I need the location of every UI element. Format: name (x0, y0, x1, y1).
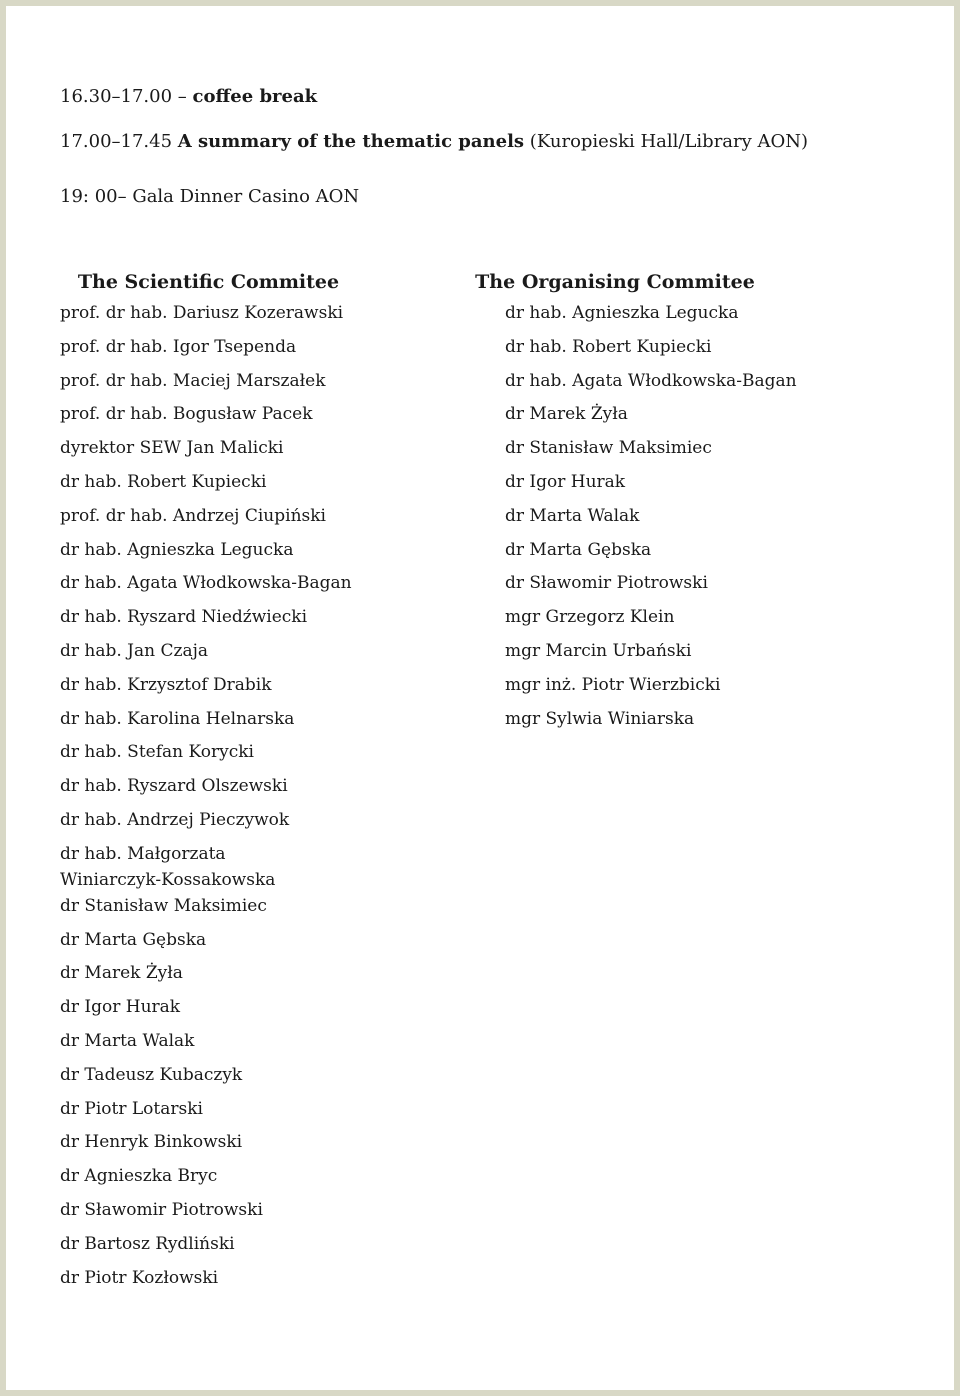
committee-member: dr hab. Robert Kupiecki (505, 336, 712, 357)
organising-committee-list (505, 300, 845, 739)
committee-member: dr hab. Krzysztof Drabik (60, 674, 272, 695)
committee-member: dr hab. Agata Włodkowska-Bagan (60, 573, 352, 594)
committee-member: mgr Marcin Urbański (505, 640, 692, 661)
committee-member: dr Stanisław Maksimiec (505, 438, 712, 459)
committee-member: mgr inż. Piotr Wierzbicki (505, 674, 721, 695)
committee-member: dr hab. Karolina Helnarska (60, 708, 295, 729)
scientific-committee-list (60, 300, 380, 1298)
committee-member: dr Sławomir Piotrowski (505, 573, 708, 594)
committee-member: prof. dr hab. Dariusz Kozerawski (60, 303, 344, 323)
committee-member: dr hab. Małgorzata Winiarczyk-Kossakowska (60, 843, 276, 890)
committee-member: prof. dr hab. Igor Tsependa (60, 336, 297, 357)
schedule-time: 17.00–17.45 (60, 131, 173, 152)
schedule-item-summary (60, 131, 808, 152)
committee-member: dr hab. Agnieszka Legucka (60, 539, 294, 560)
committee-member: dr Marta Gębska (60, 929, 207, 950)
committee-member: dr Tadeusz Kubaczyk (60, 1064, 243, 1085)
schedule-item-coffee-break (60, 86, 317, 107)
committee-member: dr hab. Ryszard Niedźwiecki (60, 607, 308, 628)
organising-committee-title: The Organising Commitee (475, 271, 755, 293)
committee-member: dr hab. Agnieszka Legucka (505, 303, 739, 323)
committee-member: dr Piotr Kozłowski (60, 1267, 219, 1288)
committee-member: mgr Sylwia Winiarska (505, 708, 695, 729)
committee-member: dr Stanisław Maksimiec (60, 895, 267, 916)
committee-member: dr hab. Jan Czaja (60, 640, 208, 661)
committee-member: dr Igor Hurak (60, 997, 181, 1018)
committee-member: dr Marta Walak (60, 1030, 195, 1051)
schedule-title: coffee break (192, 86, 318, 107)
committee-member: dr hab. Ryszard Olszewski (60, 776, 288, 797)
committee-member: dr Piotr Lotarski (60, 1098, 203, 1119)
scientific-committee (60, 268, 380, 1298)
schedule-title: A summary of the thematic panels (177, 131, 525, 152)
committee-member: dr Bartosz Rydliński (60, 1233, 235, 1254)
committee-member: dr Agnieszka Bryc (60, 1166, 218, 1187)
committee-member: mgr Grzegorz Klein (505, 607, 675, 628)
scientific-committee-title: The Scientific Commitee (77, 271, 340, 293)
schedule-item-gala-dinner (60, 186, 359, 207)
committee-member: dr hab. Agata Włodkowska-Bagan (505, 370, 797, 391)
schedule-time: 16.30–17.00 – (60, 86, 187, 107)
committee-member: dr hab. Robert Kupiecki (60, 471, 267, 492)
committee-member: prof. dr hab. Bogusław Pacek (60, 404, 313, 425)
committee-member: dr hab. Stefan Korycki (60, 742, 254, 763)
committee-member: dr Marta Walak (505, 505, 640, 526)
committee-member: dr Sławomir Piotrowski (60, 1199, 263, 1220)
committee-member: dr Marek Żyła (60, 963, 183, 984)
schedule-time: 19: 00– Gala Dinner Casino AON (60, 186, 360, 207)
committee-member: dr Igor Hurak (505, 471, 626, 492)
organising-committee (475, 268, 845, 739)
committee-member: dr hab. Andrzej Pieczywok (60, 809, 290, 830)
committee-member: dyrektor SEW Jan Malicki (60, 438, 284, 459)
committee-member: dr Marta Gębska (505, 539, 652, 560)
schedule-location: (Kuropieski Hall/Library AON) (529, 131, 809, 152)
committee-member: prof. dr hab. Maciej Marszałek (60, 370, 326, 391)
committee-member: prof. dr hab. Andrzej Ciupiński (60, 505, 326, 526)
committee-member: dr Marek Żyła (505, 404, 628, 425)
committee-member: dr Henryk Binkowski (60, 1132, 243, 1153)
